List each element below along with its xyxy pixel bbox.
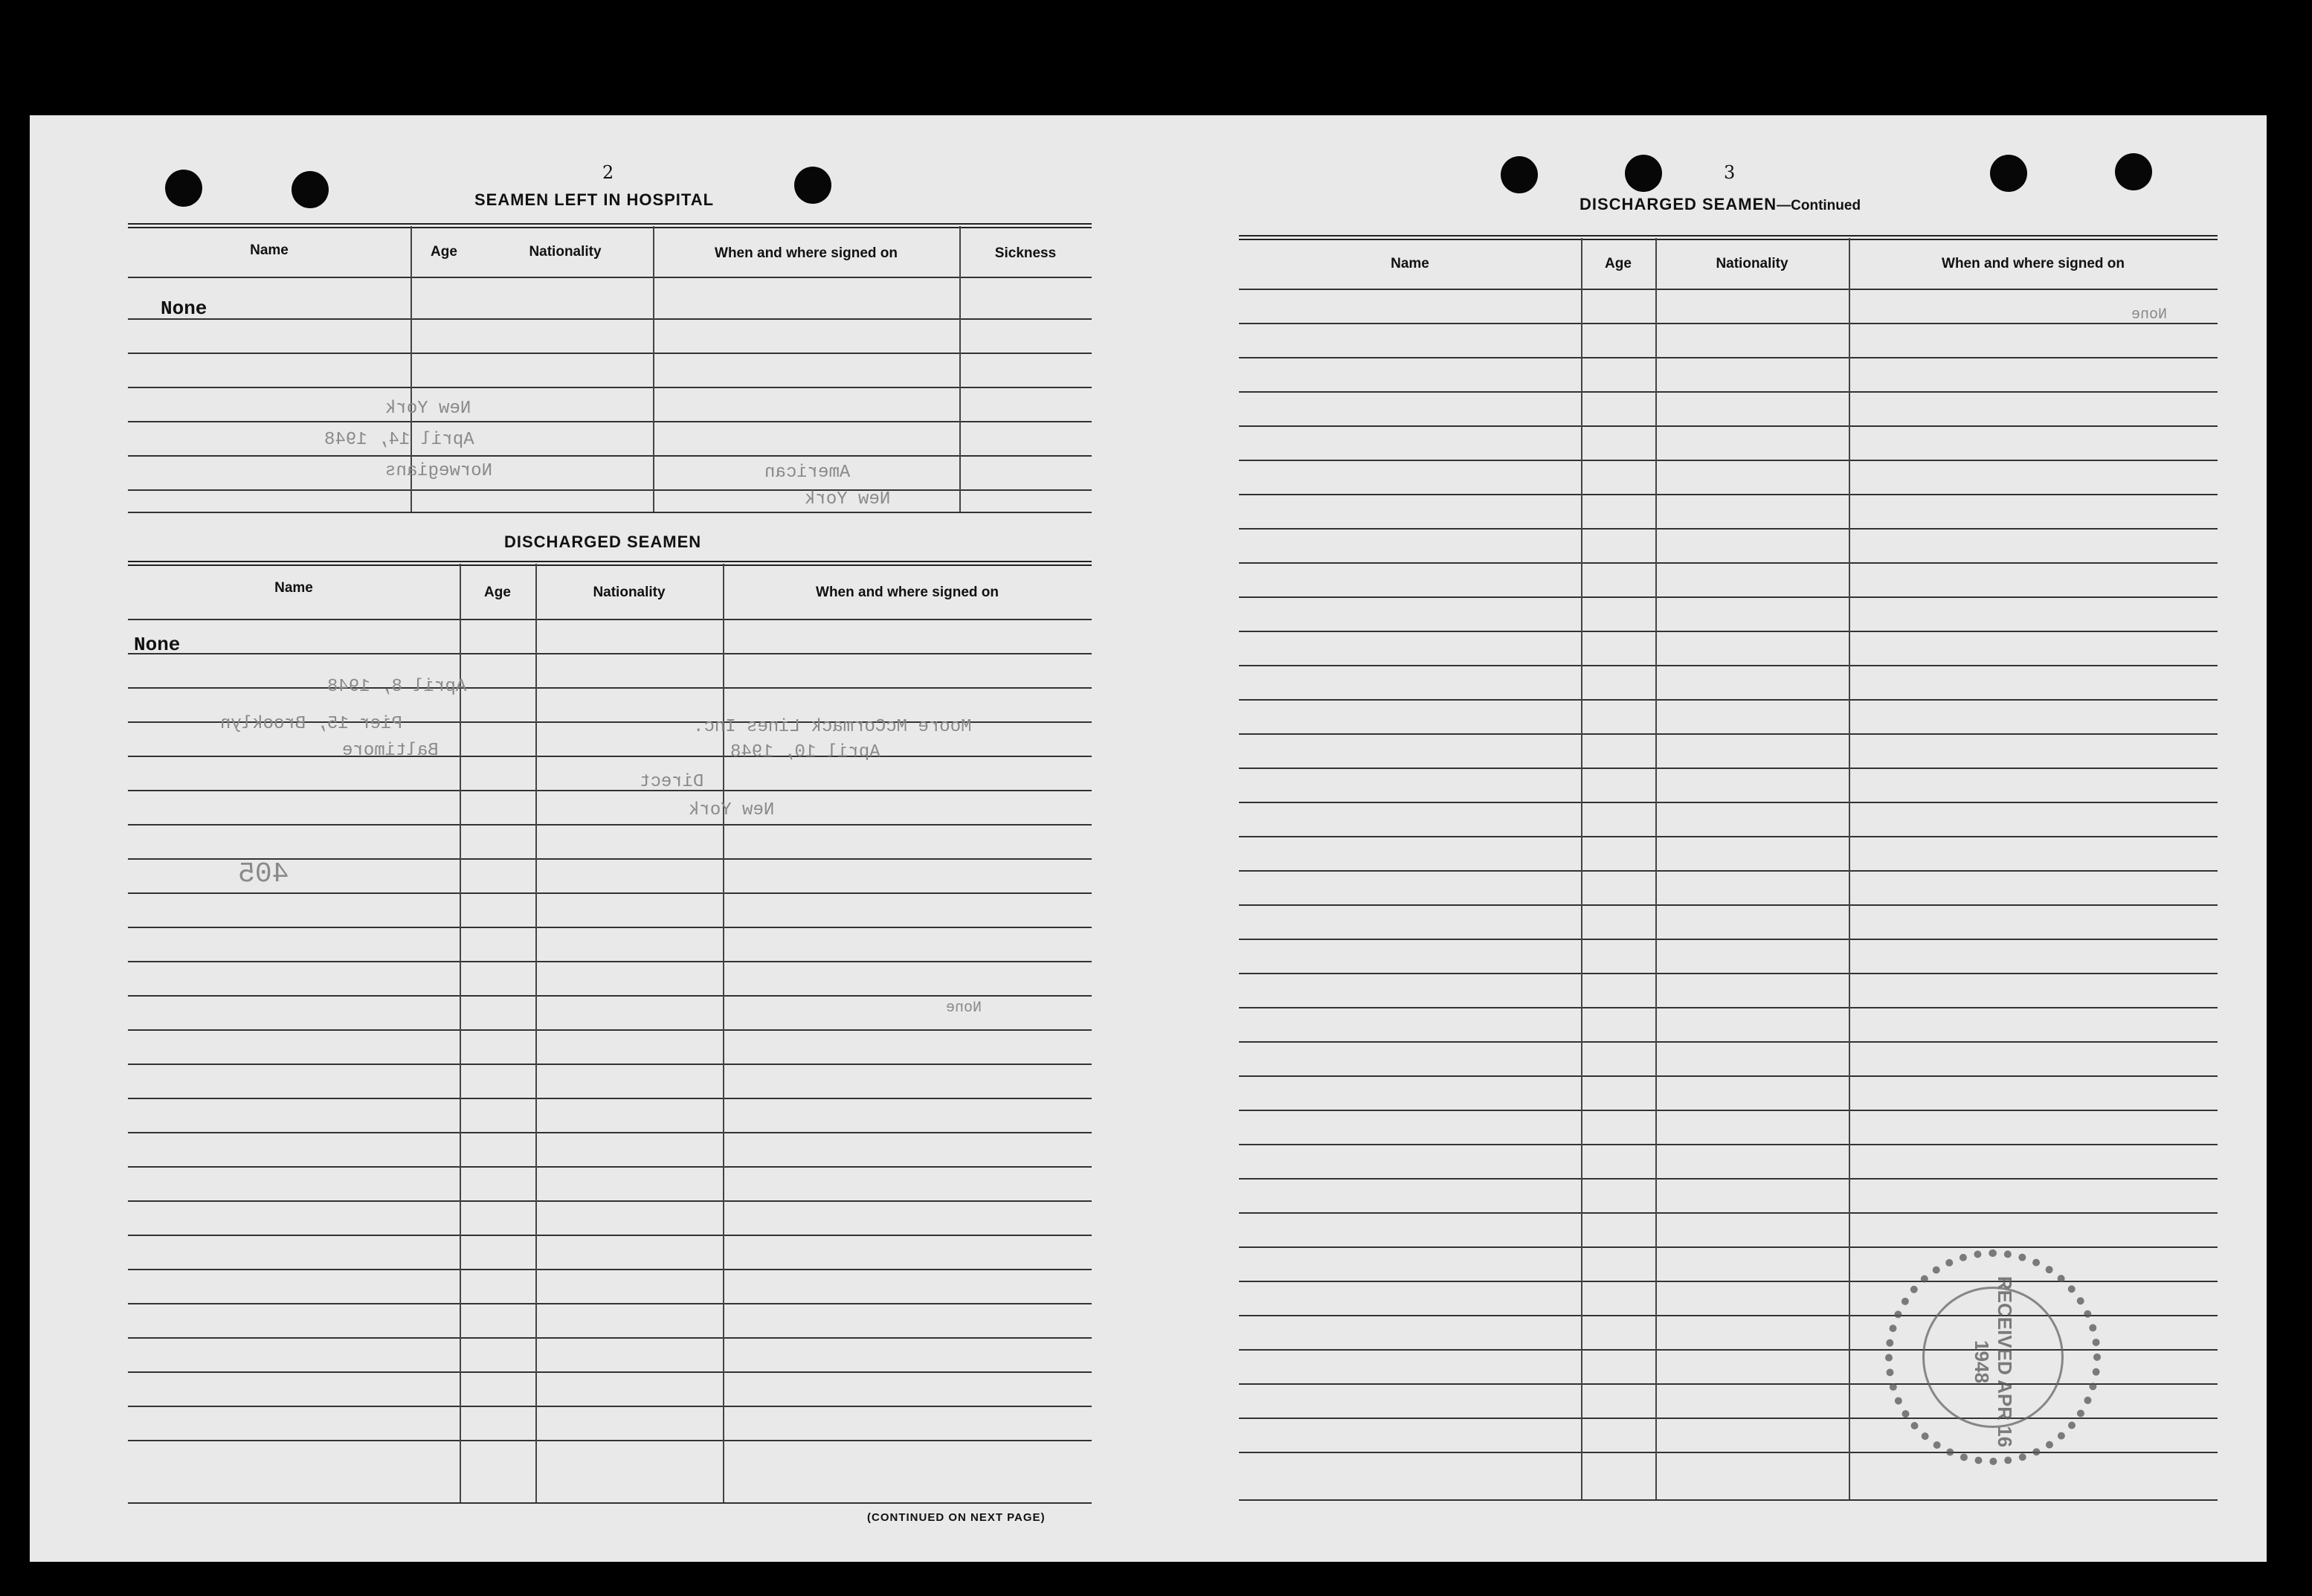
punch-hole [1501, 156, 1538, 193]
discharged-entry: None [134, 634, 181, 656]
bleed-through-text: New York [385, 399, 471, 419]
punch-hole [2115, 153, 2152, 190]
header-when-where: When and where signed on [715, 245, 898, 261]
header-when-where: When and where signed on [1942, 256, 2125, 271]
punch-hole [1990, 155, 2027, 192]
header-name: Name [1391, 256, 1429, 271]
header-age: Age [1605, 256, 1632, 271]
discharged-table [128, 561, 1092, 1505]
bleed-through-text: April 8, 1948 [327, 677, 467, 697]
received-stamp [1885, 1249, 2101, 1465]
bleed-through-text: 405 [238, 858, 289, 890]
punch-hole [794, 167, 831, 204]
stamp-text: RECEIVED APR 16 1948 [1971, 1275, 2016, 1448]
continued-footer: (CONTINUED ON NEXT PAGE) [867, 1511, 1046, 1524]
header-nationality: Nationality [529, 244, 602, 260]
discharged-continued-title [1580, 195, 1861, 214]
hospital-section-title: SEAMEN LEFT IN HOSPITAL [474, 190, 715, 209]
header-when-where: When and where signed on [816, 585, 999, 600]
bleed-through-text: None [2131, 306, 2168, 324]
header-age: Age [484, 585, 511, 600]
punch-hole [1625, 155, 1662, 192]
bleed-through-text: Norwegians [385, 461, 493, 481]
bleed-through-text: Baltimore [342, 741, 439, 761]
header-sickness: Sickness [994, 245, 1057, 261]
punch-hole [292, 171, 329, 208]
bleed-through-text: New York [805, 489, 891, 509]
hospital-table [128, 223, 1092, 515]
bleed-through-text: April 10, 1948 [730, 742, 880, 762]
header-age: Age [431, 244, 457, 260]
hospital-entry: None [161, 297, 207, 320]
title-main: DISCHARGED SEAMEN [1580, 195, 1777, 213]
bleed-through-text: None [946, 1000, 982, 1017]
bleed-through-text: Moore McCormack Lines Inc. [693, 717, 972, 737]
bleed-through-text: Direct [640, 772, 704, 792]
bleed-through-text: New York [689, 800, 775, 820]
header-nationality: Nationality [1716, 256, 1788, 271]
bleed-through-text: American [764, 463, 851, 483]
page-number-right: 3 [1724, 162, 1736, 183]
discharged-section-title: DISCHARGED SEAMEN [504, 532, 702, 551]
title-suffix: —Continued [1777, 198, 1861, 213]
punch-hole [165, 170, 202, 207]
header-name: Name [250, 242, 289, 258]
page-number-left: 2 [602, 162, 614, 183]
header-nationality: Nationality [593, 585, 666, 600]
bleed-through-text: April 14, 1948 [324, 430, 474, 450]
header-name: Name [274, 580, 313, 596]
bleed-through-text: Pier 15, Brooklyn [220, 714, 402, 734]
